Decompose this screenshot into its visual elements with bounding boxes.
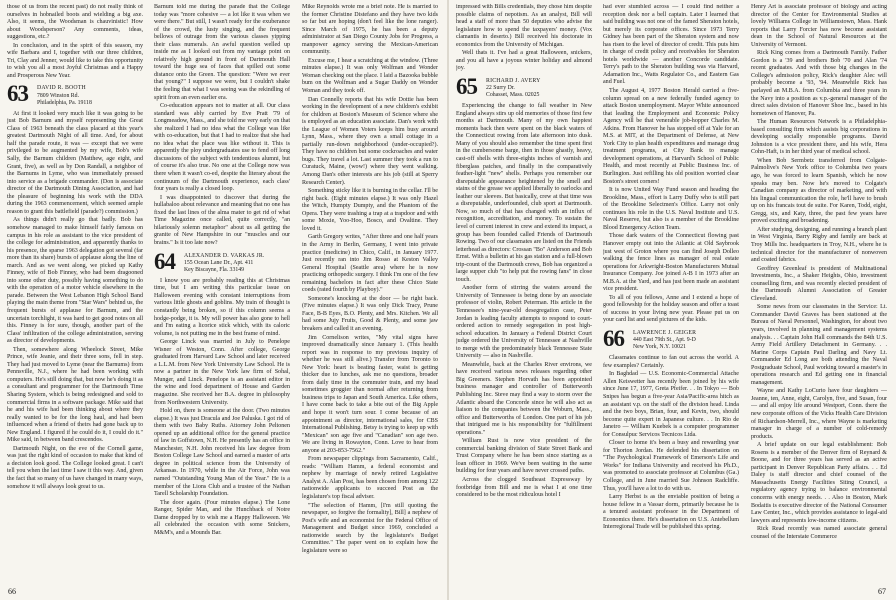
paragraph: Henry Art is associate professor of biology and acting director of the Center for Environmental Studies at lovely Williams College in Williamstown, Mass. Hank reports that Larry Forcier has now become assistant dean in the School of Natural Resources at the University of Vermont. — [751, 4, 887, 48]
entry-address — [37, 83, 92, 106]
paragraph: Classmates continue to fan out across the world. A few examples? Certainly. — [603, 355, 739, 369]
entry-name: DAVID R. BOOTH — [37, 85, 86, 92]
paragraph: Dan Connelly reports that his wife Dottie has been working in the development of a new children's exhibit for children at Boston's Museum of Science where she is employed as an education associate. Dan's work with the League of Women Voters keeps him busy around Lynn, Mass., where they own a small cottage in a partially run-down neighborhood (under-occupied?). They have no children but some cockroaches and water bugs. They travel a lot. Last summer they took a run to Curatuck, Maine, (wow!) where they went walking. Among Dan's other interests are his job (still at Sperry Research Center). — [302, 96, 438, 186]
paragraph: Mike Reynolds wrote me a brief note. He is married to the former Christine Distefano and they have two kids so far but are hoping (don't feel like the lone ranger). Since March of 1975, he has been a deputy administrator at San Diego County Jobs for Progress, a manpower agency serving the Mexican-American community. — [302, 4, 438, 56]
entry-number: 63 — [7, 81, 28, 107]
paragraph: When Bob Sermbetz transferred from Colgate-Palmolive's New York office to Columbia two years ago, he was forced to learn Spanish, which he now speaks may ben. Now he's moved to Colgate's Canadian company as director of marketing, and with his lingual communication the role, he'll have to brush up on his francais tout de suite. For Karen, Todd, eight, Gregg, six, and Katy, three, the past few years have proved exciting and broadening. — [751, 157, 887, 225]
paragraph: William Rust is now vice president of the commercial banking division of State Street Bank and Trust Company where he has been since starting as a loan officer in 1969. We've been waiting in the same building for four years and have never crossed paths. — [456, 438, 592, 475]
entry-city: Key Biscayne, Fla. 33149 — [184, 266, 245, 273]
paragraph: Across the clogged Southeast Expressway by footbridge from Bill and me is what I at one time considered to be the most ridiculous hotel I — [456, 477, 592, 499]
page-number: 66 — [8, 587, 16, 596]
paragraph: I know you are probably reading this at Christmas time, but I am writing this particular issue on Halloween evening with constant interruptions from various little ghosts and goblins. My train of thought is constantly being broken, so if this column seems a hodge-podge, it is. My will power has also gone to hell and I'm eating a licorice stick which, with its caloric volume, is not putting me in the best frame of mind. — [154, 277, 290, 337]
paragraph: Closer to home it's been a busy and rewarding year for Thorton Jordan. He defended his dissertation on "The Psychological Framework of Emerson's Life and Works" for Indiana University and received his Ph.D., was promoted to associate professor at Columbus (Ga.) College, and in June married Sue Johnson Radcliffe. Thus, you'll have a lot to do with us. — [603, 440, 739, 492]
paragraph: Geoffrey Greenleaf is president of Multinational Investments, Inc., a Shaker Heights, Ohio, investment counselling firm, and was recently elected president of the Dartmouth Alumni Association of Greater Cleveland. — [751, 265, 887, 302]
entry-city: Philadelphia, Pa. 19118 — [37, 99, 92, 106]
paragraph: Then, somewhere along Wheelock Street, Mike Prince, wife Jeanie, and their three sons, fell in step. They had just moved to Lyme (near the Barnums) from Pennsville, N.J., where he had been working with computers. He's still doing that, but now he's doing it as a consultant and programmer for the Dartmouth Time Sharing System, which is being redesigned and sold to commercial firms in a software package. Mike said that he and his wife had been thinking about where they really wanted to be for the long haul, and had been influenced when a friend of theirs had gone back up to New England. I figured if he could do it, I could do it." Mike said, in between band crescendos. — [7, 346, 143, 444]
entry-name: RICHARD J. AVERY — [486, 77, 541, 84]
paragraph: Someone's knocking at the door — be right back. (Five minutes elapse.) It was only Dick Tracy, Prune Face, B-B Eyes, B.O. Plenty, and Mrs. Kitchen. We all had some Jujy Fruits, Good & Plenty, and some jaw breakers and called it an evening. — [302, 295, 438, 332]
paragraph: Some news from our classmates in the Service: Lt. Commander David Graves has been stationed at the Bureau of Naval Personnel, Washington, for about two years, involved in planning and management systems analysis. . . Captain John Hall commands the 84th U.S. Army Field Artillery Detachment in Germany. . . Marine Corps Captain Paul Darling and Navy Lt. Commander Ed Long are both attending the Naval Postgraduate School, Paul working toward a master's in operations research and Ed getting one in financial management. — [751, 304, 887, 386]
page-number: 67 — [878, 587, 886, 596]
paragraph: Those dark waters of the Connecticut flowing past Hanover empty out into the Atlantic at Old Saybrook just west of Groton where you can find Joseph Dolleo walking the fence lines as manager of real estate operations for Arkwright-Boston Manufacturers Mutual Insurance Company. Joe joined A-B I in 1973 after an M.B.A. at the Yard, and has just been made an assistant vice president. — [603, 233, 739, 293]
column-2 — [154, 4, 290, 580]
paragraph: Wayne and Kathy LoCurto have four daughters — Jeanne, ten, Anne, eight, Carolyn, five, and Susan, four — and all enjoy life around Westport, Conn. there the new corporate offices of the Vicks Health Care Division of Richardson-Merrell, Inc., where Wayne is marketing manager in charge of a number of cold-remedy products. — [751, 388, 887, 440]
entry-address — [184, 251, 265, 274]
paragraph: Rick Read recently was named associate general counsel of the Interstate Commerce — [751, 526, 887, 540]
paragraph: Another form of stirring the waters around the University of Tennessee is being done by an associate professor of violin, Robert Peterman. His article in the Tennessee's nine-year-old desegregation case, Peter Jordan is leading faculty attempts to respond to court-ordered action to remedy segregation in post high-school education. In January a Federal District Court judge ordered the University of Tennessee at Nashville to merge with the predominately black Tennessee State University — also in Nashville. — [456, 285, 592, 360]
paragraph: The Human Resources Network is a Philadelphia-based consulting firm which assists big corporations in developing socially responsible programs. David Johnston is a vice president there, and his wife, Hera Cohn-Haft, is in her third year of medical school. — [751, 119, 887, 156]
paragraph: Well thats it. I've had a great Halloween, snickers, and you all have a joyous winter holiday and almond joy. — [456, 50, 592, 72]
paragraph: Hold on, there is someone at the door. (Two minutes elapse.) It was just Dracula and Joe Paluska. I got rid of them with two Baby Ruths. Attorney John Peltonen opened up an additional office for the general practice of law in Goffstown, N.H. He presently has an office in Manchester, N.H. John received his law degree from Boston College Law School and earned a master of arts degree in political science from the University of Arkansas. In 1970, while in the Air Force, John was named "Outstanding Young Man of the Year." He is a member of the Lions Club and a trustee of the Nathan Tarell Scholarship Foundation. — [154, 408, 290, 498]
paragraph: George Linck was married in July to Penelope Wisner of Weston, Conn. After college, George graduated from Harvard Law School and later received a L.L.M. from New York University Law School. He is now a partner in the New York law firm of Sohal, Munger, and Linck. Penelope is an assistant editor in the wine and food department of House and Garden magazine. She received her B.A. degree in philosophy from Northwestern University. — [154, 339, 290, 406]
paragraph: Jim Cornelison writes, "My vital signs have improved dramatically since January 1. (This health report was in response to my previous inquiry of whether he was still alive.) Transfer from Toronto to New York: heart is beating faster, waist is getting thicker due to lunches, ask me no questions, broader from daily time in the commuter train, and my head sometimes groggier than normal after returning from business trips to Japan and South America. Like others, I have come back to take a bite out of the Big Apple and hope it won't turn sour. I come because of an appointment as director, international sales, for CBS International Publishing. Betsy is trying to keep up with "Mexican" son age five and "Canadian" son age two. We are living in Rowayton, Conn. Love to hear from anyone at 203-853-7562." — [302, 334, 438, 454]
paragraph: Something sticky like it is burning in the cellar. I'll be right back. (Eight minutes elapse.) It was only Hazel the Witch, Humpty Dumpty, and the Phantom of the Opera. They were trashing a trap at a trapdoor and with some Moxie, Yoo-Hoo, Bosco, and Ovaltine. They loved it. — [302, 188, 438, 232]
entry-city: New York, N.Y. 10021 — [633, 344, 686, 351]
paragraph: those of us from the recent past) do not really think of ourselves in hobnailed boots and wielding a big axe. Also, it seems, the Woodsman is chauvinistic! How about Woodsperson? Any comments, ideas, suggestions, etc.? — [7, 4, 143, 41]
column-3 — [302, 4, 438, 580]
paragraph: Experiencing the change to fall weather in New England always stirs up old memories of those first few months at Dartmouth. Many of my own happiest moments back then were spent on the black waters of the Connecticut rowing from late afternoon into dusk. Many of you should also remember the time spent first in the cumbersome barge, then in those ghastly, heavy, cast-off shells with three-eights inches of varnish and fiberglass patches, and finally in the comparatively feather-light "new" shells. Perhaps you remember our disreputable appearance heightened by the smell and stains of the grease we applied liberally to oarlocks and leather our sleeves. But basically, crew at that time was a disreputable, underfounded, club sport at Dartmouth. Now, so much of that has changed with an influx of recognition, accreditation, and money. To sustain the level of current interest in crew and extend its impact, a group has been founded called Friends of Dartmouth Rowing. Two of our classmates are listed on the Friends letterhead as directors: Crossan "Bo" Anderson and Bob Ernst. With a bulletin at his gas station and a full-blown trip-count of the Dartmouth crews, Bob has organized a large supper club "to help put the rowing fans" in close touch. — [456, 103, 592, 283]
entry-address — [633, 328, 696, 351]
paragraph: In Baghdad — U.S. Economic-Commercial Attache Allen Keiswetter has recently been joined by his wife since June 17, 1977, Greta Pfeifer. . . In Tokyo — Bob Snipes has begun a five-year Asia/Pacific-area hitch as an assistant v.p. on the staff of the division head. Linda and the two boys, Brian, four, and Kevin, two, should become quite expert in Japanese culture. . . In Rio de Janeiro — William Kuebek is a computer programmer for Consulpuc Servicos Tecnicos Ltda. — [603, 371, 739, 438]
paragraph: Garth Gregory writes, "After three and one half years in the Army in Berlin, Germany, I went into private practice (medicine) in Chico, Calif., in January 1977. Just recently ran into Jim Rosso at Keston Valley General Hospital (Seattle area) where he is now practicing orthopedic surgery. I think I'm one of the few remaining bachelors in fact after these Chico State coeds (rated fourth by Playboy)." — [302, 234, 438, 294]
class-entry-66 — [603, 325, 739, 351]
class-entry-64 — [154, 248, 290, 274]
paragraph: Excuse me, I hear a scratching at the window. (Three minutes elapse.) It was only Wolfman and Wonder Woman checking out the place. I laid a Bazooka bubble bum on the Wolfman and a Sugar Daddy on Wonder Woman and they took off. — [302, 57, 438, 95]
paragraph: To all of you fellows, Anne and I extend a hope of good fellowship for the holiday season and offer a toast of success in your living new year. Please put us on your card list and send pictures of the kids. — [603, 294, 739, 324]
paragraph: The door again. (Four minutes elapse.) The Lone Ranger, Spider Man, and the Hunchback of Notre Dame dropped by to wish me a Happy Halloween. We all celebrated the occasion with some Snickers, M&M's, and a Mounds Bar. — [154, 499, 290, 536]
paragraph: From newspaper clippings from Sacramento, Calif., reads: "William Hamm, a federal economist and nephew by marriage of newly retired Legislative Analyst A. Alan Post, has been chosen from among 122 nationwide applicants to succeed Post as the legislature's top fiscal adviser. — [302, 456, 438, 500]
entry-street: 440 East 79th St., Apt. 9-D — [633, 337, 696, 344]
paragraph: After studying, designing, and running a branch plant in West Virginia, Barry Rigby and family are back at Troy Mills Inc. headquarters in Troy, N.H., where he is technical director for the manufacturer of nonwoven and coated fabrics. — [751, 226, 887, 264]
paragraph: At first it looked very much like it was going to be just Bob Barnum and myself representing the Great Class of 1963 beneath the class placard at this year's greatest Dartmouth Night of all time. And, for about half the parade route, it was — except that we were privileged to be augmented by my wife, Bob's wife Sally, the Barnum children (Matthew, age eight, and Grant, five), as well as by Don Randall, a neighbor of the Barnums in Lyme, who was immediately pressed into service as a brigade commander. (Don is associate director of the Dartmouth Dining Association, and had the pleasure of beginning his work with the DDA during the 1963 commencement, which seemed ample reason to grant this battlefield (parade?) commission.) — [7, 110, 143, 215]
right-page — [448, 0, 896, 600]
class-entry-63 — [7, 83, 143, 106]
paragraph: Rick King comes from a Dartmouth Family. Father Gordon is a '39 and brothers Bob '70 and Alan '74 recent graduates. And with those big changes in the College's admission policy, Rick's daughter Alec will probably become a '93, '94. Meanwhile Rick has parlayed an M.B.A. from Columbia and three years in the Navy into a position as v.p.-general manager of the direct sales division of Hanover Shoe Inc., based in his hometown of Hanover, Pa. — [751, 50, 887, 117]
column-5 — [603, 4, 739, 580]
column-1 — [7, 4, 143, 580]
entry-number: 66 — [603, 325, 624, 351]
entry-number: 65 — [456, 73, 477, 99]
paragraph: The August 4, 1977 Boston Herald carried a five-column spread on a new federally funded agency to attack Boston unemployment. Mayor White announced that leading the Employment and Economic Policy Agency will be that venerable job-hopper Charles M. Atkins. From Hanover he has stopped off at Yale for an M.S. at MIT, at the Department of Defense, at New York City to plan health expenditures and manage drug treatment programs, at City Bank to manage development operations, at Harvard's School of Public Health, and most recently at Public Business Inc. of Burlington. Just refilling his old position worried clear Boston's street corners! — [603, 88, 739, 185]
entry-city: Cohasset, Mass. 02025 — [486, 92, 540, 99]
paragraph: "The selection of Hamm, [I'm still quoting the newspaper, so forgive the formality], Bill] a nephew of Post's wife and an economist for the Federal Office of Management and Budget since 1969, concluded a nationwide search by the legislature's Budget Committee." The paper went on to explain how the legislature were so — [302, 502, 438, 554]
paragraph: I was disappointed to discover that during the hullabaloo about relevance and meaning that no one has fixed the last lines of the alma mater to get rid of what Time Magazine once called, quite correctly, "an hilariously solemn metaphor" about us all getting the granite of New Hampshire in our "muscles and our brains." Is it too late now? — [154, 194, 290, 246]
paragraph: It is now United Way Fund season and heading the Brookline, Mass., effort is Larry Duffy who is still part of the Brookline Selectmen's Office. Larry not only continues his role in the U.S. Naval Institute and U.S. Naval Reserve, but also is a member of the Brookline Blood Emergency Action Team. — [603, 187, 739, 231]
column-4 — [456, 4, 592, 580]
entry-street: 7809 Winston Rd. — [37, 92, 80, 99]
entry-street: 155 Ocean Lane Dr., Apt. 411 — [184, 259, 254, 266]
paragraph: A brief update on our legal establishment: Bob Rosens is a member of the Denver firm of Reynard & Boone, and for three years has served as an active participant in Denver Republican Party affairs. . . Ed Daley is staff director and chief counsel of the Massachusetts Energy Facilities Siting Council, a regulatory agency trying to balance environmental concerns with energy needs. . . Also in Boston, Mark Bodaitis is executive director of the National Consumer Law Center, Inc., which provides assistance to legal-aid lawyers and represents low-income citizens. — [751, 442, 887, 524]
entry-name: ALEXANDER D. VARKAS JR. — [184, 252, 265, 259]
entry-number: 64 — [154, 248, 175, 274]
paragraph: impressed with Bills credentials, they chose him despite possible claims of nepotism. As an analyst, Bill will head a staff of more than 50 deputies who advise the legislature how to spend the taxpayers' money. (Vox clamantis in deserto.) Bill received his doctorate in economics from the University of Michigan. — [456, 4, 592, 48]
entry-street: 22 Surry Dr. — [486, 85, 515, 92]
paragraph: Larry Herbst is as the enviable position of being a house fellow in a Vassar dorm, primarily because he is a tenured assistant professor in the Department of Economics there. He's dissertation on U.S. Antebellum Interregional Trade will be published this spring. — [603, 494, 739, 531]
paragraph: In conclusion, and in the spirit of this season, my wife Barbara and I, together with our three children, Tri, Clay and Jenner, would like to take this opportunity to wish you all a most Joyful Christmas and a Happy and Prosperous New Year. — [7, 42, 143, 79]
paragraph: Dartmouth Night, on the eve of the Cornell game, was just the right kind of occasion to make that kind of a decision look good. The College looked great. I can't tell you when the last time I saw it this way. And, given the fact that so many of us have changed in many ways, somehow it will always look great to us. — [7, 445, 143, 490]
paragraph: Meanwhile, back at the Charles River environs, we have received various news releases regarding other Big Greeners. Stephen Horvath has been appointed business manager and controller of Butterworth Publishing Inc. Steve may find a way to storm over the Atlantic aboard the Concorde since he will also act as liaison to the companies between the Woburn, Mass., office and Butterworths of London. One part of his job that intrigued me is his responsibility for "fulfillment operations." — [456, 361, 592, 436]
paragraph: Co-education appears not to matter at all. Our class standard was ably carried by Eve Pratt '79 of Longmeadow, Mass., and she told me very early on that she realized I had no idea what the College was like with co-education, but that I had to realize that she had no idea what the place was like without it. This is apparently the ploy undergraduates use to fend off long discussions of the subject with tendentious alumni, but of course it's also true. No one at the College now was there when it wasn't co-ed, despite the literary about the continuum of the Dartmouth experience, each class' four years is really a closed loop. — [154, 103, 290, 193]
entry-address — [486, 76, 540, 99]
entry-name: LAWRENCE J. GEIGER — [633, 329, 697, 336]
class-entry-65 — [456, 73, 592, 99]
paragraph: As things didn't really go that badly. Bob has somehow managed to make himself fairly famous on campus in his role as assistant to the vice president of the college for administration, and apparently thanks to his presence, the sparse 1963 delegation got several (far more than its share) bursts of applause along the line of march. And as we went along, we picked up Kathy Finney, wife of Bob Finney, who had been dragooned into some other duty, possibly having something to do with the operation of a motor vehicle elsewhere in the parade. Between the West Lebanon High School Band playing the main theme from "Star Wars" behind us, the frequent bursts of applause for Barnum, and the uncertain torchlight, it was hard to get good notes on all this. Finney is for sure, though, another part of the Class' infiltration of the college administration, serving as director of developments. — [7, 217, 143, 345]
paragraph: Barnum told me during the parade that the College today was "more cohesive — a lot like it was when we were there." But still, I wasn't ready for the exuberance of the crowd, the lusty singing, and the frequent bellows of outrage from the various classes yipping their class numerals. An awful question welled up inside me as I looked out from my vantage point on relatively high ground in front of Dartmouth Hall toward the huge sea of faces that spilled out some distance onto the Green. The question: "Were we ever that young?" I suppose we were, but I couldn't shake the feeling that what I was seeing was the rekindling of spirit from an even earlier era. — [154, 4, 290, 101]
paragraph: had ever stumbled across — I could find neither a reception desk nor a bell captain. Later I learned that said building was not one of the famed Sheraton hotels, but merely its corporate offices. Since 1973 Terry Gidney has been part of the Sheraton system and now has risen to the level of director of credit. This puts him in charge of credit policy and receivables for Sheraton hotels worldwide — another Concorde candidate. Terry's path to the Sheraton building was via Harvard, Adamation Inc., Watts Regulator Co., and Eastern Gas and Fuel. — [603, 4, 739, 86]
column-6 — [751, 4, 887, 580]
